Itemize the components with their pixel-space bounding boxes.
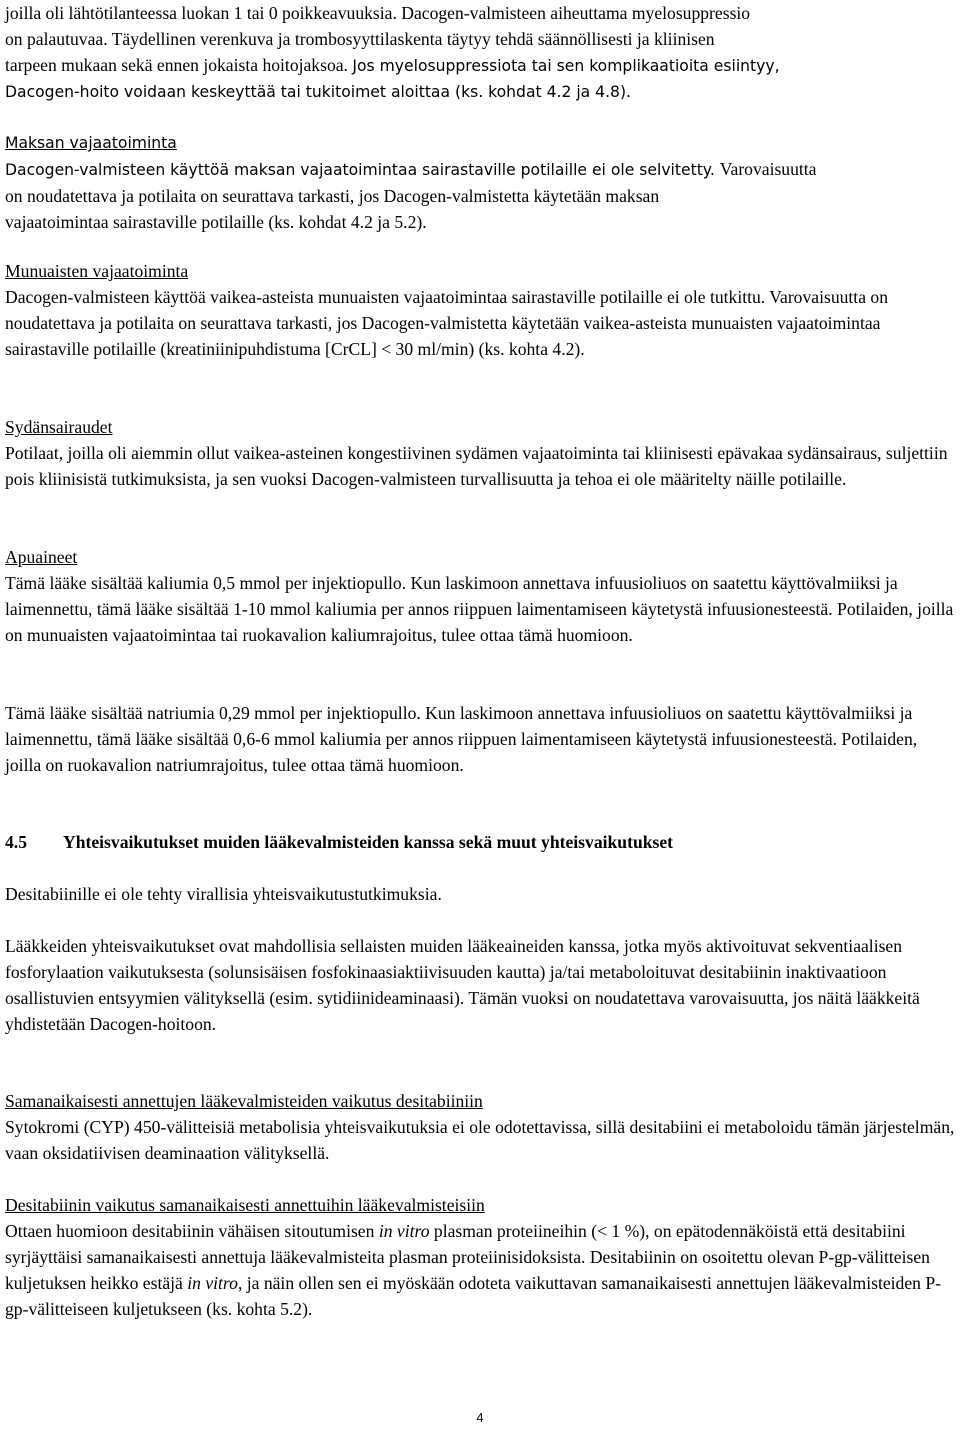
paragraph: Desitabiinille ei ole tehty virallisia yhteisvaikutustutkimuksia. — [5, 884, 442, 904]
excipients-section — [5, 544, 955, 648]
paragraph: Potilaat, joilla oli aiemmin ollut vaikea-asteinen kongestiivinen sydämen vajaatoiminta tai kliinisesti epävakaa sydänsairaus, suljettiin pois kliinisistä tutkimuksista, ja sen vuoksi Dacogen-valmisteen turvallisuutta ja tehoa ei ole määritelty näille potilaille. — [5, 443, 948, 489]
no-studies-paragraph — [5, 881, 955, 907]
paragraph: Lääkkeiden yhteisvaikutukset ovat mahdollisia sellaisten muiden lääkeaineiden kanssa, jotka myös aktivoituvat sekventiaalisen fosforylaation vaikutuksesta (solunsisäisen fosfokinaasiaktiivisuuden kautta) ja/tai metaboloituvat desitabiinin inaktivaatioon osallistuvien entsyymien välityksellä (esim. sytidiinideaminaasi). Tämän vuoksi on noudatettava varovaisuutta, jos näitä lääkkeitä yhdistetään Dacogen-hoitoon. — [5, 936, 920, 1034]
section-heading: Sydänsairaudet — [5, 417, 113, 437]
text-line: tarpeen mukaan sekä ennen jokaista hoitojaksoa. Jos myelosuppressiota tai sen komplikaatioita esiintyy, — [5, 55, 780, 75]
text-line: on noudatettava ja potilaita on seurattava tarkasti, jos Dacogen-valmistetta käytetään maksan — [5, 186, 660, 206]
page-number: 4 — [476, 1410, 484, 1425]
text-line: Dacogen-hoito voidaan keskeyttää tai tukitoimet aloittaa (ks. kohdat 4.2 ja 4.8). — [5, 83, 632, 101]
decitabine-effect-section — [5, 1192, 955, 1322]
interactions-paragraph — [5, 933, 955, 1037]
section-heading: Maksan vajaatoiminta — [5, 134, 177, 152]
section-title: Yhteisvaikutukset muiden lääkevalmisteiden kanssa sekä muut yhteisvaikutukset — [63, 832, 674, 852]
myelosuppression-paragraph — [5, 0, 955, 105]
paragraph: Sytokromi (CYP) 450-välitteisiä metabolisia yhteisvaikutuksia ei ole odotettavissa, sillä desitabiini ei metaboloidu tämän järjestelmän, vaan oksidatiivisen deaminaation välityksellä. — [5, 1117, 955, 1163]
text-line: vajaatoimintaa sairastaville potilaille (ks. kohdat 4.2 ja 5.2). — [5, 212, 427, 232]
paragraph: Tämä lääke sisältää kaliumia 0,5 mmol per injektiopullo. Kun laskimoon annettava infuusioliuos on saatettu käyttövalmiiksi ja laimennettu, tämä lääke sisältää 1-10 mmol kaliumia per annos riippuen laimentamiseen käytetystä infuusionesteestä. Potilaiden, joilla on munuaisten vajaatoimintaa tai ruokavalion kaliumrajoitus, tulee ottaa tämä huomioon. — [5, 573, 954, 645]
heart-section — [5, 414, 955, 492]
section-number: 4.5 — [5, 832, 27, 852]
liver-section — [5, 130, 955, 235]
text-line: Dacogen-valmisteen käyttöä maksan vajaatoimintaa sairastaville potilaille ei ole selvitetty. Varovaisuutta — [5, 159, 817, 179]
section-4-5-heading — [5, 829, 955, 855]
paragraph: Ottaen huomioon desitabiinin vähäisen sitoutumisen in vitro plasman proteiineihin (< 1 %), on epätodennäköistä että desitabiini syrjäyttäisi samanaikaisesti annettuja lääkevalmisteita plasman proteiinisidoksista. Desitabiinin on osoitettu olevan P-gp-välitteisen kuljetuksen heikko estäjä in vitro, ja näin ollen sen ei myöskään odoteta vaikuttavan samanaikaisesti annettujen lääkevalmisteiden P-gp-välitteiseen kuljetukseen (ks. kohta 5.2). — [5, 1221, 941, 1319]
paragraph: Tämä lääke sisältää natriumia 0,29 mmol per injektiopullo. Kun laskimoon annettava infuusioliuos on saatettu käyttövalmiiksi ja laimennettu, tämä lääke sisältää 0,6-6 mmol kaliumia per annos riippuen laimentamiseen käytetystä infuusionesteestä. Potilaiden, joilla on ruokavalion natriumrajoitus, tulee ottaa tämä huomioon. — [5, 703, 918, 775]
kidney-section — [5, 258, 955, 362]
text-line: joilla oli lähtötilanteessa luokan 1 tai 0 poikkeavuuksia. Dacogen-valmisteen aiheuttama myelosuppressio — [5, 3, 751, 23]
section-heading: Munuaisten vajaatoiminta — [5, 261, 189, 281]
sodium-paragraph — [5, 700, 955, 778]
concomitant-section — [5, 1088, 955, 1166]
section-heading: Desitabiinin vaikutus samanaikaisesti annettuihin lääkevalmisteisiin — [5, 1195, 485, 1215]
section-heading: Samanaikaisesti annettujen lääkevalmisteiden vaikutus desitabiiniin — [5, 1091, 483, 1111]
text-line: on palautuvaa. Täydellinen verenkuva ja trombosyyttilaskenta täytyy tehdä säännöllisesti ja kliinisen — [5, 29, 715, 49]
paragraph: Dacogen-valmisteen käyttöä vaikea-asteista munuaisten vajaatoimintaa sairastaville potilaille ei ole tutkittu. Varovaisuutta on noudatettava ja potilaita on seurattava tarkasti, jos Dacogen-valmistetta käytetään vaikea-asteista munuaisten vajaatoimintaa sairastaville potilaille (kreatiniinipuhdistuma [CrCL] < 30 ml/min) (ks. kohta 4.2). — [5, 287, 888, 359]
section-heading: Apuaineet — [5, 547, 78, 567]
